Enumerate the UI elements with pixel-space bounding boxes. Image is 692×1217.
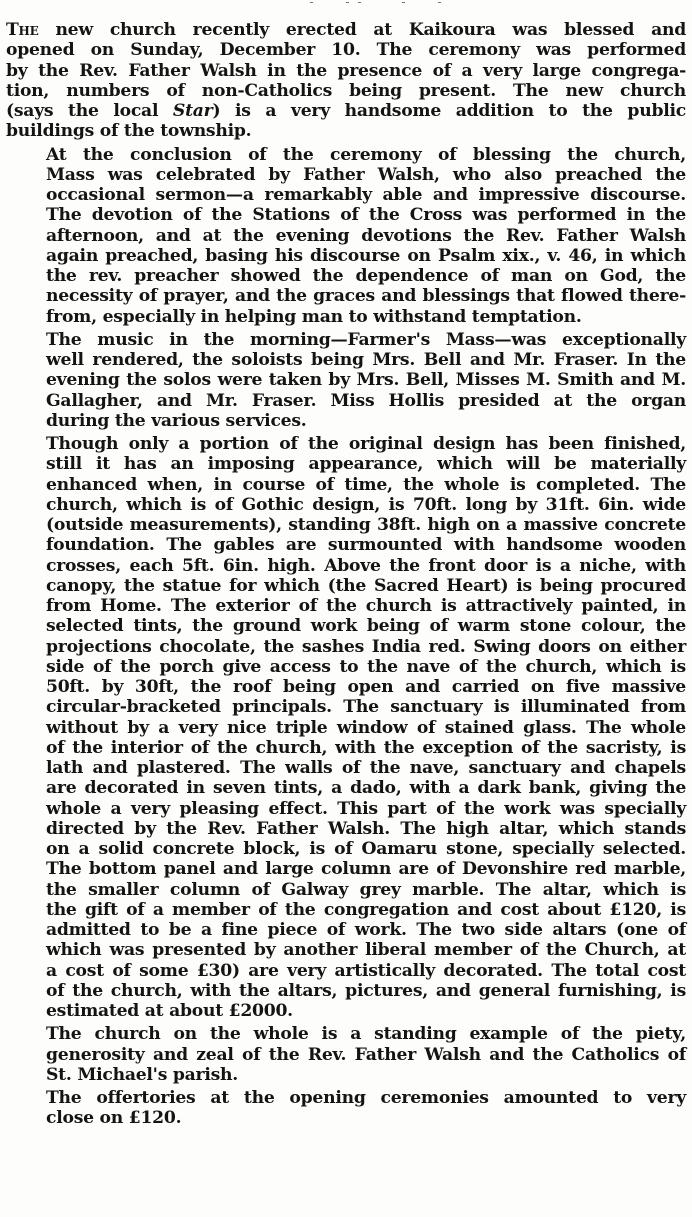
text-line: well rendered, the soloists being Mrs. Bell and Mr. Fraser. In the	[46, 350, 686, 370]
text-line: circular-bracketed principals. The sanctuary is illuminated from	[46, 697, 686, 718]
text-line: from Home. The exterior of the church is attractively painted, in	[46, 596, 686, 616]
text-line: of the interior of the church, with the exception of the sacristy, is	[46, 737, 686, 758]
article-paragraph	[6, 434, 686, 1021]
text-line: Though only a portion of the original design has been finished,	[46, 434, 686, 454]
article-paragraph	[6, 1024, 686, 1085]
text-line: projections chocolate, the sashes India red. Swing doors on either	[46, 636, 686, 657]
text-line: generosity and zeal of the Rev. Father Walsh and the Catholics of	[46, 1044, 686, 1065]
article-paragraph	[6, 145, 686, 327]
text-line: selected tints, the ground work being of warm stone colour, the	[46, 616, 686, 637]
text-line: The devotion of the Stations of the Cross was performed in the	[46, 205, 686, 226]
text-line: Mass was celebrated by Father Walsh, who also preached the	[46, 164, 686, 185]
text-line: from, especially in helping man to withstand temptation.	[46, 306, 582, 327]
text-line: buildings of the township.	[6, 121, 252, 142]
article-paragraph	[6, 20, 686, 142]
text-line: tion, numbers of non-Catholics being present. The new church	[6, 80, 686, 101]
first-line-text: new church recently erected at Kaikoura was blessed and	[55, 20, 686, 40]
text-line	[6, 20, 686, 40]
newspaper-name: Star	[172, 101, 213, 121]
text-line: The offertories at the opening ceremonies amounted to very	[46, 1088, 686, 1108]
text-line: enhanced when, in course of time, the whole is completed. The	[46, 474, 686, 495]
text-line: side of the porch give access to the nave of the church, which is	[46, 656, 686, 677]
text-line: occasional sermon—a remarkably able and impressive discourse.	[46, 185, 686, 205]
text-line: which was presented by another liberal member of the Church, at	[46, 940, 686, 961]
text-line: are decorated in seven tints, a dado, with a dark bank, giving the	[46, 778, 686, 799]
text-line: (says the local Star) is a very handsome addition to the public	[6, 101, 686, 121]
text-line: whole a very pleasing effect. This part of the work was specially	[46, 798, 686, 819]
text-line: At the conclusion of the ceremony of blessing the church,	[46, 144, 686, 165]
text-line: crosses, each 5ft. 6in. high. Above the front door is a niche, with	[46, 555, 686, 576]
text-line: lath and plastered. The walls of the nave, sanctuary and chapels	[46, 758, 686, 778]
text-line: the rev. preacher showed the dependence of man on God, the	[46, 266, 686, 286]
text-line: by the Rev. Father Walsh in the presence of a very large congrega-	[6, 60, 686, 81]
text-line: necessity of prayer, and the graces and blessings that flowed there-	[46, 286, 686, 307]
article-paragraph	[6, 330, 686, 431]
text-line: directed by the Rev. Father Walsh. The high altar, which stands	[46, 818, 686, 839]
text-line: The bottom panel and large column are of Devonshire red marble,	[46, 859, 686, 880]
print-marks	[300, 0, 460, 10]
text-line: estimated at about £2000.	[46, 1001, 293, 1021]
text-line: church, which is of Gothic design, is 70ft. long by 31ft. 6in. wide	[46, 494, 686, 515]
text-line: (outside measurements), standing 38ft. high on a massive concrete	[46, 515, 686, 535]
text-line: still it has an imposing appearance, which will be materially	[46, 454, 686, 475]
text-line: a cost of some £30) are very artistically decorated. The total cost	[46, 960, 686, 981]
text-line: the gift of a member of the congregation and cost about £120, is	[46, 899, 686, 920]
article-paragraph	[6, 1088, 686, 1129]
article-body	[6, 20, 686, 1129]
text-line: close on £120.	[46, 1108, 182, 1129]
text-line: afternoon, and at the evening devotions the Rev. Father Walsh	[46, 225, 686, 246]
text-line: St. Michael's parish.	[46, 1064, 239, 1085]
text-line: 50ft. by 30ft, the roof being open and carried on five massive	[46, 677, 686, 697]
text-line: without by a very nice triple window of stained glass. The whole	[46, 717, 686, 738]
text-line: again preached, basing his discourse on Psalm xix., v. 46, in which	[46, 245, 686, 266]
text-line: opened on Sunday, December 10. The ceremony was performed	[6, 40, 686, 61]
text-line: canopy, the statue for which (the Sacred Heart) is being procured	[46, 575, 686, 596]
text-line: Gallagher, and Mr. Fraser. Miss Hollis presided at the organ	[46, 390, 686, 411]
text-line: the smaller column of Galway grey marble. The altar, which is	[46, 879, 686, 900]
text-line: evening the solos were taken by Mrs. Bell, Misses M. Smith and M.	[46, 370, 686, 391]
text-line: The music in the morning—Farmer's Mass—was exceptionally	[46, 329, 686, 350]
text-line: on a solid concrete block, is of Oamaru stone, specially selected.	[46, 839, 686, 859]
text-line: admitted to be a fine piece of work. The two side altars (one of	[46, 920, 686, 940]
text-line: of the church, with the altars, pictures, and general furnishing, is	[46, 980, 686, 1001]
text-line: foundation. The gables are surmounted with handsome wooden	[46, 535, 686, 556]
text-line: The church on the whole is a standing example of the piety,	[46, 1024, 686, 1045]
lead-word: The	[6, 20, 39, 40]
text-line: during the various services.	[46, 410, 307, 431]
